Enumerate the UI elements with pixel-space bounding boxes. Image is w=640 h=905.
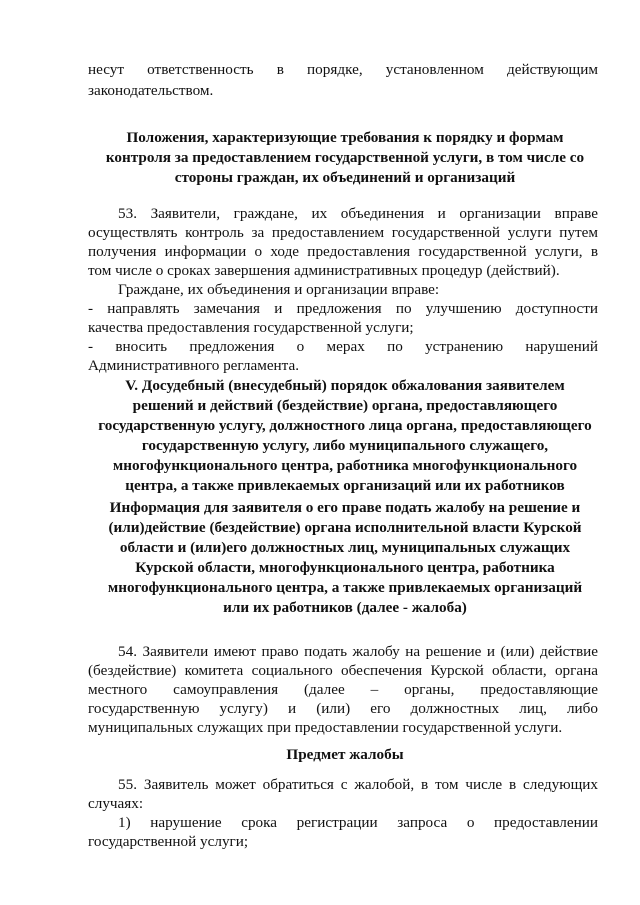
text-line: случаях: xyxy=(88,795,144,812)
heading-line: V. Досудебный (внесудебный) порядок обжалования заявителем xyxy=(125,377,565,394)
heading-line: области и (или)его должностных лиц, муниципальных служащих xyxy=(119,539,571,556)
heading-line: Предмет жалобы xyxy=(286,746,404,763)
section-heading-subject xyxy=(80,745,610,765)
heading-line: многофункционального центра, работника многофункционального xyxy=(112,457,578,474)
text-line: муниципальных служащих при предоставлении государственной услуги. xyxy=(88,719,563,736)
text-line: Административного регламента. xyxy=(88,357,300,374)
text-line: Граждане, их объединения и организации вправе: xyxy=(118,281,440,298)
section-heading-info xyxy=(80,498,610,618)
heading-line: Положения, характеризующие требования к порядку и формам xyxy=(126,129,564,146)
text-line: 54. Заявители имеют право подать жалобу на решение и (или) действие xyxy=(118,643,598,660)
heading-line: (или)действие (бездействие) органа исполнительной власти Курской xyxy=(108,519,582,536)
heading-line: Информация для заявителя о его праве подать жалобу на решение и xyxy=(109,499,581,516)
text-line: несут ответственность в порядке, установленном действующим xyxy=(88,61,598,78)
text-line: - направлять замечания и предложения по улучшению доступности xyxy=(88,300,598,317)
heading-line: Курской области, многофункционального центра, работника xyxy=(135,559,555,576)
text-line: государственную услугу) и (или) его должностных лиц, либо xyxy=(88,700,598,717)
section-heading-v xyxy=(80,376,610,496)
text-line: осуществлять контроль за предоставлением государственной услуги путем xyxy=(88,224,598,241)
text-line: качества предоставления государственной услуги; xyxy=(88,319,414,336)
text-line: 55. Заявитель может обратиться с жалобой, в том числе в следующих xyxy=(118,776,598,793)
heading-line: контроля за предоставлением государственной услуги, в том числе со xyxy=(105,149,585,166)
text-line: 1) нарушение срока регистрации запроса о предоставлении xyxy=(118,814,598,831)
section-heading-control xyxy=(80,128,610,188)
text-line: получения информации о ходе предоставления государственной услуги, в xyxy=(88,243,598,260)
heading-line: или их работников (далее - жалоба) xyxy=(223,599,467,616)
text-line: законодательством. xyxy=(88,82,214,99)
heading-line: многофункционального центра, а также привлекаемых организаций xyxy=(107,579,583,596)
heading-line: центра, а также привлекаемых организаций или их работников xyxy=(125,477,565,494)
heading-line: решений и действий (бездействие) органа, предоставляющего xyxy=(132,397,558,414)
text-line: (бездействие) комитета социального обеспечения Курской области, органа xyxy=(88,662,598,679)
heading-line: государственную услугу, должностного лица органа, предоставляющего xyxy=(98,417,592,434)
heading-line: стороны граждан, их объединений и организаций xyxy=(174,169,516,186)
text-line: государственной услуги; xyxy=(88,833,249,850)
text-line: - вносить предложения о мерах по устранению нарушений xyxy=(88,338,598,355)
text-line: местного самоуправления (далее – органы, предоставляющие xyxy=(88,681,598,698)
text-line: том числе о сроках завершения административных процедур (действий). xyxy=(88,262,560,279)
text-line: 53. Заявители, граждане, их объединения и организации вправе xyxy=(118,205,598,222)
heading-line: государственную услугу, либо муниципального служащего, xyxy=(141,437,549,454)
